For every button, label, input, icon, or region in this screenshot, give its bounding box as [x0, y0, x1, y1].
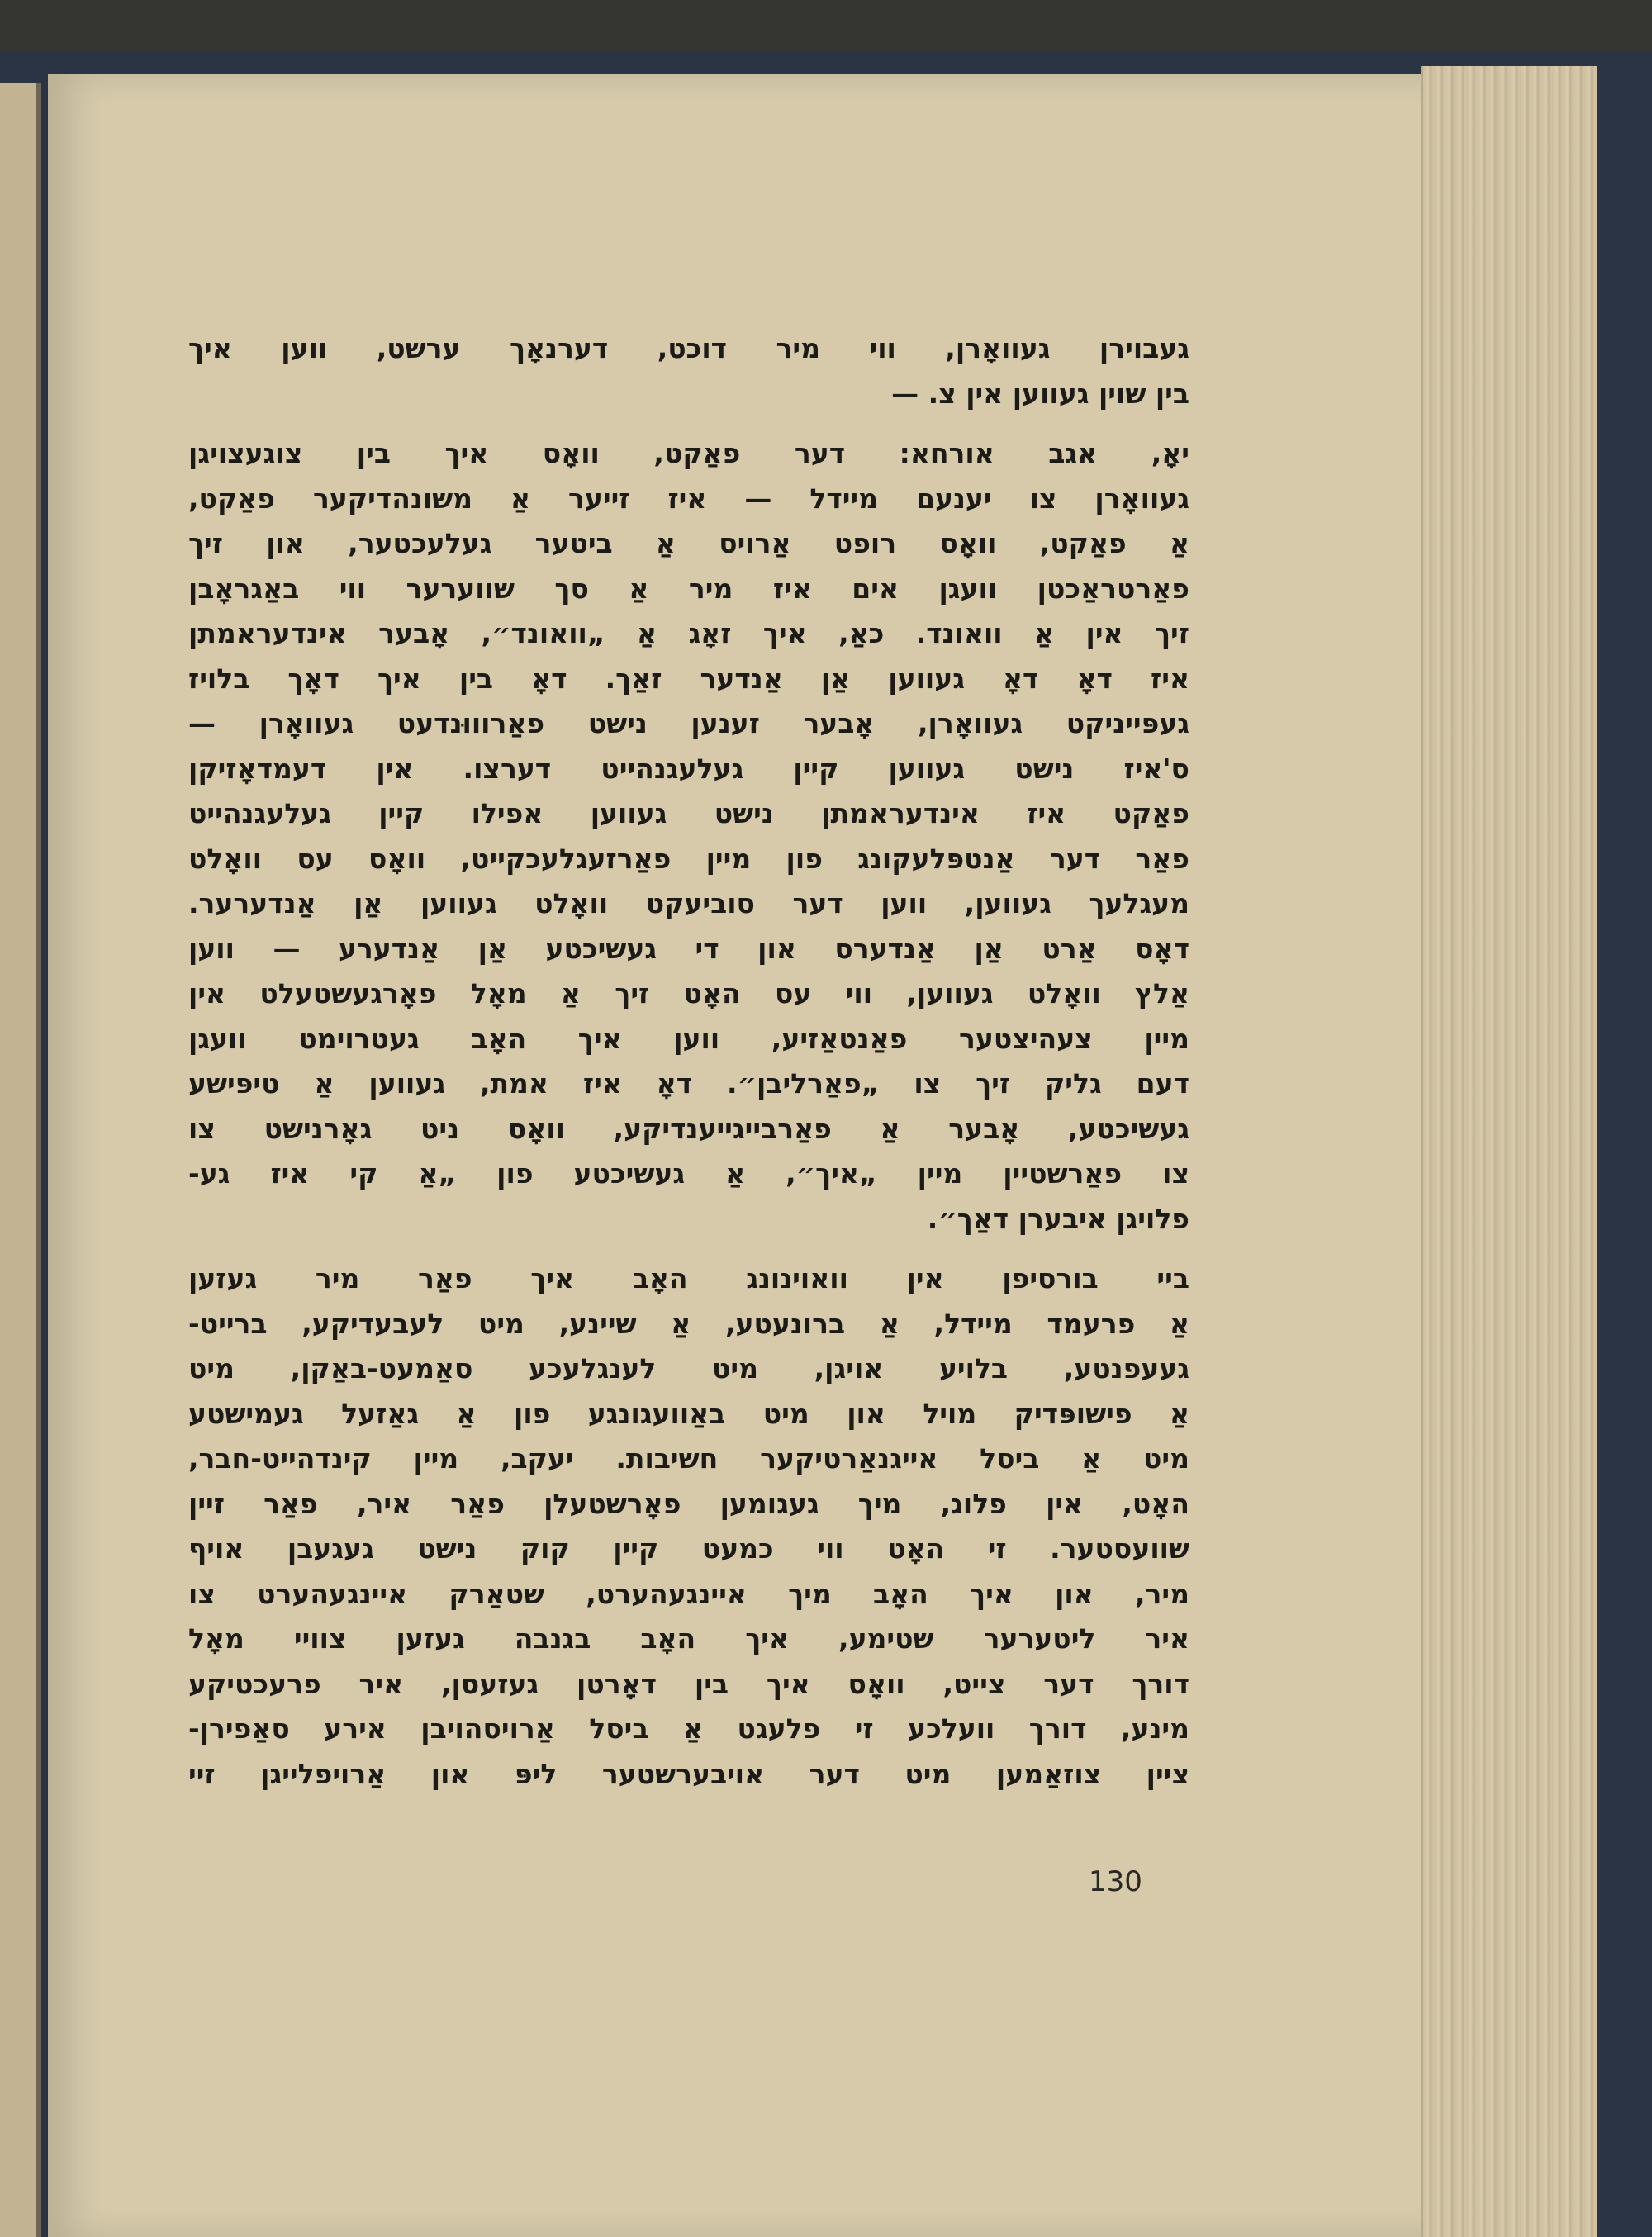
left-page-edge	[0, 83, 41, 2237]
text-line: האָט, אין פלוג, מיך געגומען פאָרשטעלן פאַר איר, פאַר זיין	[188, 1487, 1189, 1520]
text-line: געעפנטע, בלויע אויגן, מיט לענגלעכע סאַמעט-באַקן, מיט	[188, 1352, 1189, 1384]
text-line: פאַרטראַכטן וועגן אים איז מיר אַ סך שווערער ווי באַגראָבן	[188, 572, 1189, 605]
text-line: אַ פישופּדיק מויל און מיט באַוועגונגע פון אַ גאַזעל געמישטע	[188, 1397, 1189, 1430]
text-line: איר ליטערער שטימע, איך האָב בגנבה געזען צוויי מאָל	[188, 1622, 1189, 1655]
text-line: יאָ, אגב אורחא: דער פאַקט, וואָס איך בין צוגעצויגן	[188, 437, 1189, 469]
text-line: מיט אַ ביסל אייגנאַרטיקער חשיבות. יעקב, מיין קינדהייט-חבר,	[188, 1442, 1189, 1475]
text-line: פלויגן איבערן דאַך״.	[927, 1202, 1189, 1235]
page-number: 130	[1089, 1865, 1142, 1898]
text-line: אַ פרעמד מיידל, אַ ברונעטע, אַ שיינע, מיט לעבעדיקע, ברייט-	[188, 1307, 1189, 1340]
text-line: בין שוין געווען אין צ. —	[891, 377, 1189, 410]
text-line: איז דאָ דאָ געווען אַן אַנדער זאַך. דאָ בין איך דאָך בלויז	[188, 662, 1189, 695]
text-line: צו פאַרשטיין מיין „איך״, אַ געשיכטע פון „אַ קי איז גע-	[188, 1157, 1189, 1190]
text-line: ס'איז נישט געווען קיין געלעגנהייט דערצו. אין דעמדאָזיקן	[188, 752, 1189, 785]
text-line: זיך אין אַ וואונד. כאַ, איך זאָג אַ „וואונד״, אָבער אינדעראמתן	[188, 617, 1189, 649]
text-line: ביי בורסיפן אין וואוינונג האָב איך פאַר מיר געזען	[188, 1262, 1189, 1294]
text-line: אַ פאַקט, וואָס רופט אַרויס אַ ביטער געלעכטער, און זיך	[188, 527, 1189, 559]
paragraph-gap	[188, 1242, 1189, 1256]
text-line: מעגלעך געווען, ווען דער סוביעקט וואָלט געווען אַן אַנדערער.	[188, 887, 1189, 919]
text-line: שוועסטער. זי האָט ווי כמעט קיין קוק נישט געגעבן אויף	[188, 1532, 1189, 1565]
body-text	[188, 326, 1189, 1797]
text-line: געשיכטע, אָבער אַ פאַרבייגייענדיקע, וואָס ניט גאָרנישט צו	[188, 1112, 1189, 1145]
text-line: געפּייניקט געוואָרן, אָבער זענען נישט פאַרוווּנדעט געוואָרן —	[188, 707, 1189, 739]
text-line: מיר, און איך האָב מיך איינגעהערט, שטאַרק איינגעהערט צו	[188, 1577, 1189, 1610]
text-line: געוואָרן צו יענעם מיידל — איז זייער אַ משונהדיקער פאַקט,	[188, 482, 1189, 515]
text-line: דורך דער צייט, וואָס איך בין דאָרטן געזעסן, איר פרעכטיקע	[188, 1667, 1189, 1700]
text-line: פאַר דער אַנטפּלעקונג פון מיין פאַרזעגלעכקייט, וואָס עס וואָלט	[188, 842, 1189, 875]
page-edges	[1421, 66, 1597, 2237]
text-line: ציין צוזאַמען מיט דער אויבערשטער ליפּ און אַרויפלייגן זיי	[188, 1757, 1189, 1790]
text-line: אַלץ וואָלט געווען, ווי עס האָט זיך אַ מאָל פאָרגעשטעלט אין	[188, 977, 1189, 1009]
text-line: פאַקט איז אינדעראמתן נישט געווען אפילו קיין געלעגנהייט	[188, 797, 1189, 829]
text-line: מיין צעהיצטער פאַנטאַזיע, ווען איך האָב געטרוימט וועגן	[188, 1022, 1189, 1055]
text-line: מינע, דורך וועלכע זי פלעגט אַ ביסל אַרויסהויבן אירע סאַפירן-	[188, 1712, 1189, 1745]
text-line: דאָס אַרט אַן אַנדערס און די געשיכטע אַן אַנדערע — ווען	[188, 932, 1189, 965]
paragraph-gap	[188, 416, 1189, 431]
text-line: דעם גליק זיך צו „פאַרליבן״. דאָ איז אמת, געווען אַ טיפּישע	[188, 1067, 1189, 1100]
text-line: געבוירן געוואָרן, ווי מיר דוכט, דערנאָך ערשט, ווען איך	[188, 332, 1189, 364]
